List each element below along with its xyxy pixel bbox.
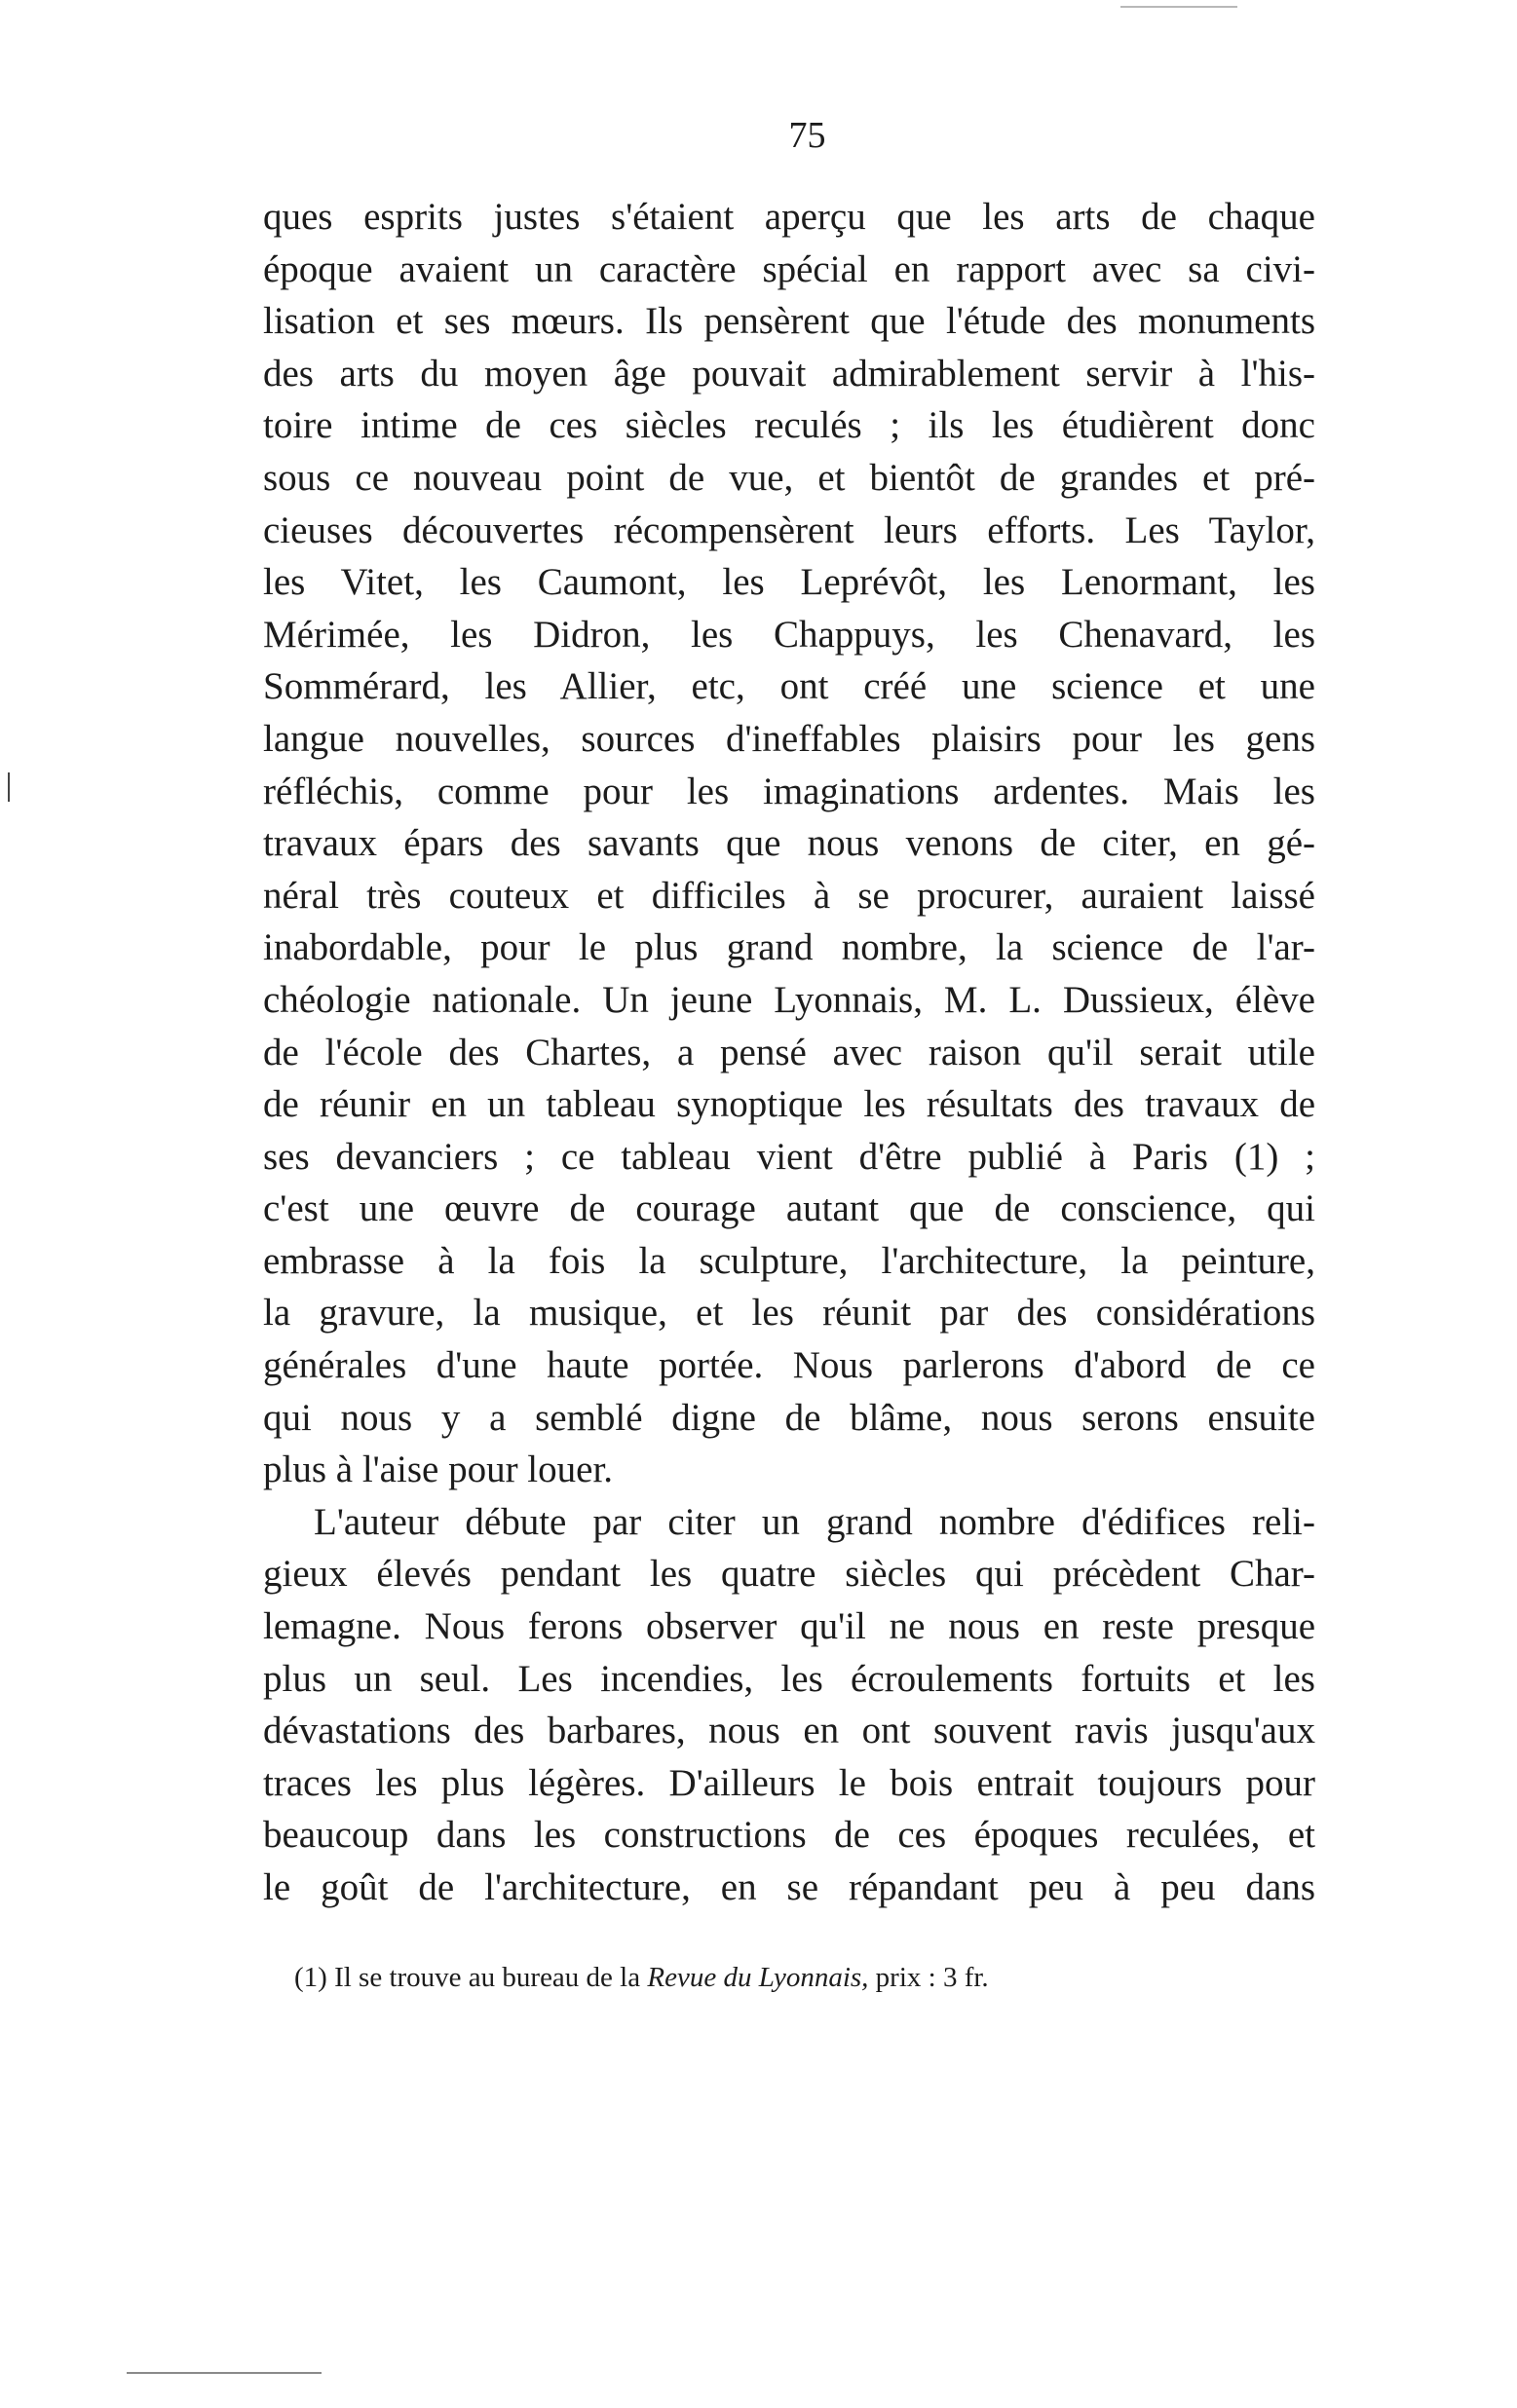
text-line: embrasse à la fois la sculpture, l'architecture, la peinture, bbox=[263, 1239, 1315, 1282]
text-line: Sommérard, les Allier, etc, ont créé une science et une bbox=[263, 665, 1315, 708]
text-line: époque avaient un caractère spécial en rapport avec sa civi- bbox=[263, 247, 1315, 290]
text-line: L'auteur débute par citer un grand nombre d'édifices reli- bbox=[314, 1500, 1315, 1543]
footnote-marker: (1) bbox=[294, 1962, 327, 1993]
text-line: lisation et ses mœurs. Ils pensèrent que l'étude des monuments bbox=[263, 300, 1315, 343]
text-line: réfléchis, comme pour les imaginations ardentes. Mais les bbox=[263, 770, 1315, 812]
text-line: cieuses découvertes récompensèrent leurs efforts. Les Taylor, bbox=[263, 508, 1315, 551]
footnote-text-after: prix : 3 fr. bbox=[868, 1962, 989, 1993]
text-line: la gravure, la musique, et les réunit par des considérations bbox=[263, 1292, 1315, 1335]
text-line: de l'école des Chartes, a pensé avec raison qu'il serait utile bbox=[263, 1031, 1315, 1073]
text-line: qui nous y a semblé digne de blâme, nous serons ensuite bbox=[263, 1396, 1315, 1439]
text-line: de réunir en un tableau synoptique les résultats des travaux de bbox=[263, 1083, 1315, 1126]
text-line: ses devanciers ; ce tableau vient d'être publié à Paris (1) ; bbox=[263, 1135, 1315, 1178]
text-line: traces les plus légères. D'ailleurs le bois entrait toujours pour bbox=[263, 1761, 1315, 1804]
text-line: plus un seul. Les incendies, les écroulements fortuits et les bbox=[263, 1657, 1315, 1700]
text-line: des arts du moyen âge pouvait admirablement servir à l'his- bbox=[263, 352, 1315, 395]
text-line: ques esprits justes s'étaient aperçu que les arts de chaque bbox=[263, 196, 1315, 238]
text-line: néral très couteux et difficiles à se procurer, auraient laissé bbox=[263, 874, 1315, 917]
bottom-edge-rule bbox=[127, 2372, 322, 2374]
text-line: chéologie nationale. Un jeune Lyonnais, M. L. Dussieux, élève bbox=[263, 978, 1315, 1021]
text-line: sous ce nouveau point de vue, et bientôt de grandes et pré- bbox=[263, 456, 1315, 499]
text-line: gieux élevés pendant les quatre siècles qui précèdent Char- bbox=[263, 1553, 1315, 1596]
footnote-text-before: Il se trouve au bureau de la bbox=[326, 1962, 648, 1993]
text-line: c'est une œuvre de courage autant que de conscience, qui bbox=[263, 1187, 1315, 1230]
footnote-journal-title: Revue du Lyonnais, bbox=[647, 1962, 869, 1993]
footnote bbox=[294, 1958, 989, 1997]
text-line: le goût de l'architecture, en se répandant peu à peu dans bbox=[263, 1866, 1315, 1908]
text-line: travaux épars des savants que nous venons de citer, en gé- bbox=[263, 822, 1315, 865]
text-line: inabordable, pour le plus grand nombre, la science de l'ar- bbox=[263, 926, 1315, 969]
text-line: plus à l'aise pour louer. bbox=[263, 1449, 614, 1491]
text-line: dévastations des barbares, nous en ont souvent ravis jusqu'aux bbox=[263, 1710, 1315, 1752]
text-line: générales d'une haute portée. Nous parlerons d'abord de ce bbox=[263, 1344, 1315, 1387]
text-line: beaucoup dans les constructions de ces époques reculées, et bbox=[263, 1814, 1315, 1857]
text-line: lemagne. Nous ferons observer qu'il ne nous en reste presque bbox=[263, 1605, 1315, 1648]
text-line: les Vitet, les Caumont, les Leprévôt, les Lenormant, les bbox=[263, 561, 1315, 604]
page-number: 75 bbox=[788, 115, 826, 156]
text-line: langue nouvelles, sources d'ineffables plaisirs pour les gens bbox=[263, 717, 1315, 760]
body-text bbox=[263, 191, 1315, 1914]
text-line: toire intime de ces siècles reculés ; ils les étudièrent donc bbox=[263, 404, 1315, 447]
margin-mark bbox=[8, 772, 10, 802]
top-edge-rule bbox=[1120, 6, 1237, 8]
text-line: Mérimée, les Didron, les Chappuys, les Chenavard, les bbox=[263, 613, 1315, 656]
